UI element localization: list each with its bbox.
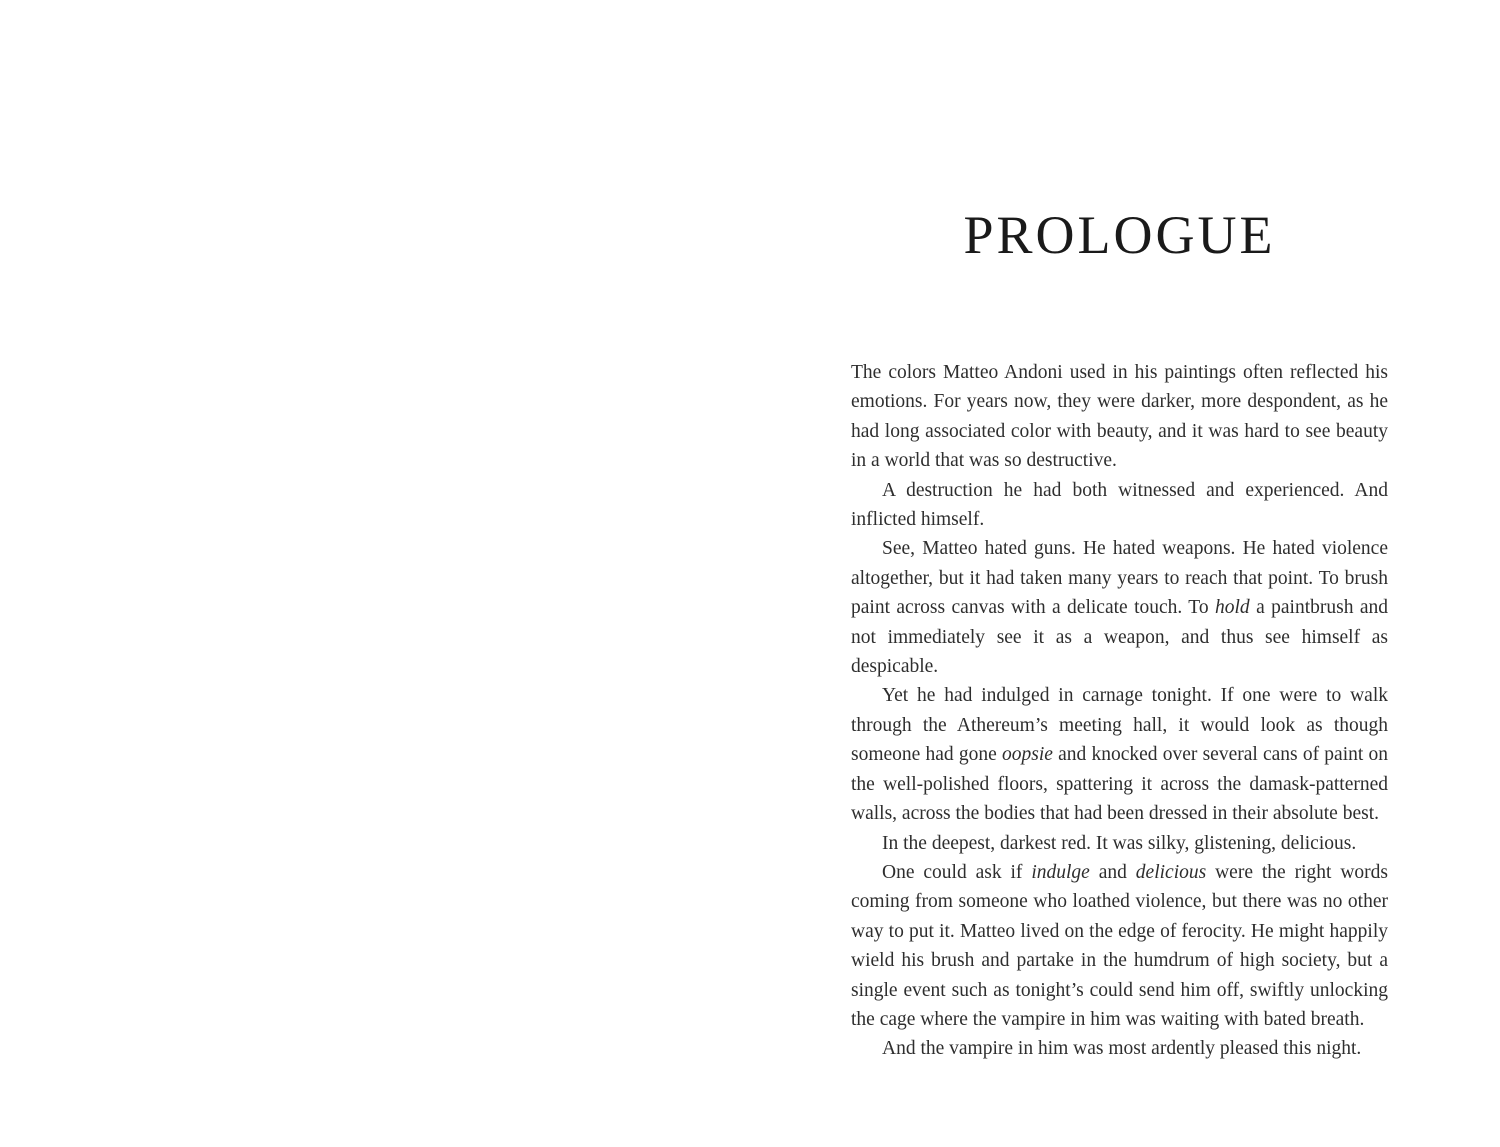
body-paragraph <box>851 476 1388 535</box>
italic-text: oopsie <box>1001 744 1053 766</box>
paragraph-text: In the deepest, darkest red. It was silky, glistening, delicious. <box>882 832 1357 854</box>
paragraph-text: One could ask if <box>882 861 1032 883</box>
paragraph-text: See, Matteo hated guns. He hated weapons. He hated violence altogether, but it had taken many years to reach that point. To brush paint across canvas with a delicate touch. To <box>851 538 1388 619</box>
body-paragraph <box>851 358 1388 476</box>
paragraph-text: And the vampire in him was most ardently pleased this night. <box>882 1038 1362 1060</box>
body-paragraph <box>851 858 1388 1034</box>
italic-text: delicious <box>1135 861 1207 883</box>
paragraph-text: A destruction he had both witnessed and experienced. And inflicted himself. <box>851 479 1388 531</box>
body-paragraph <box>851 1034 1388 1063</box>
italic-text: indulge <box>1031 861 1090 883</box>
paragraph-text: and <box>1089 861 1136 883</box>
body-paragraph <box>851 681 1388 828</box>
paragraph-text: and knocked over several cans of paint on the well-polished floors, spattering it across the damask-patterned walls, across the bodies that had been dressed in their absolute best. <box>851 744 1388 825</box>
body-paragraph <box>851 534 1388 681</box>
italic-text: hold <box>1215 597 1250 619</box>
chapter-body <box>851 358 1388 1064</box>
body-paragraph <box>851 829 1388 858</box>
paragraph-text: Yet he had indulged in carnage tonight. If one were to walk through the Athereum’s meeting hall, it would look as though someone had gone <box>851 685 1388 766</box>
paragraph-text: were the right words coming from someone who loathed violence, but there was no other way to put it. Matteo lived on the edge of ferocity. He might happily wield his brush and partake in the humdrum of high society, but a single event such as tonight’s could send him off, swiftly unlocking the cage where the vampire in him was waiting with bated breath. <box>851 861 1389 1030</box>
paragraph-text: a paintbrush and not immediately see it as a weapon, and thus see himself as despicable. <box>851 597 1388 678</box>
chapter-title: PROLOGUE <box>963 205 1276 265</box>
paragraph-text: The colors Matteo Andoni used in his paintings often reflected his emotions. For years now, they were darker, more despondent, as he had long associated color with beauty, and it was hard to see beauty in a world that was so destructive. <box>851 362 1388 472</box>
